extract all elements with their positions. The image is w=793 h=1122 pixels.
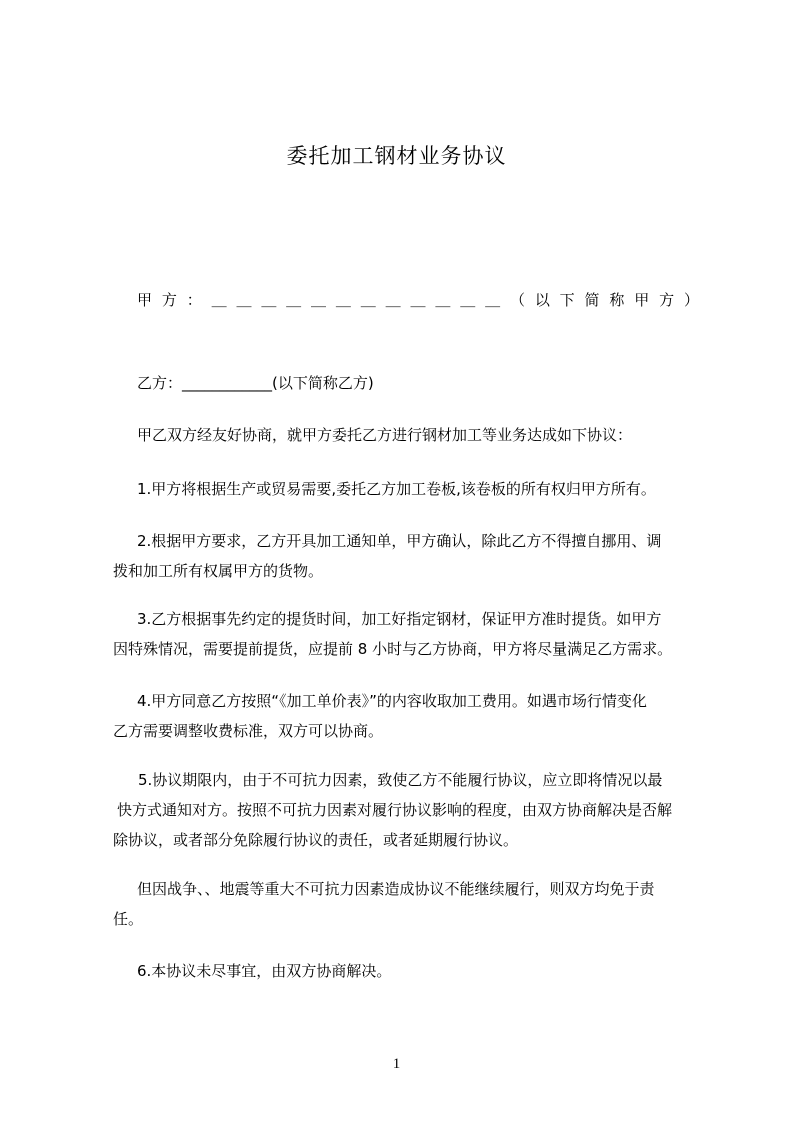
- party-a-line: 甲 方 ： ＿ ＿ ＿ ＿ ＿ ＿ ＿ ＿ ＿ ＿ ＿ ＿ （ 以 下 简 称 甲 方 ）: [137, 291, 699, 309]
- force-majeure-paragraph: [113, 874, 655, 934]
- party-b-line: 乙方：____________(以下简称乙方): [137, 374, 374, 392]
- clause-3-line-1: 3.乙方根据事先约定的提货时间，加工好指定钢材，保证甲方准时提货。如甲方: [137, 610, 662, 628]
- clause-5-line-2: 快方式通知对方。按照不可抗力因素对履行协议影响的程度，由双方协商解决是否解: [117, 801, 673, 819]
- clause-4: [113, 686, 647, 746]
- clause-3-line-2: 因特殊情况，需要提前提货，应提前 8 小时与乙方协商，甲方将尽量满足乙方需求。: [113, 640, 673, 658]
- clause-6-text: 6.本协议未尽事宜，由双方协商解决。: [137, 962, 392, 980]
- clause-6: [137, 956, 391, 986]
- clause-5-line-3: 除协议，或者部分免除履行协议的责任，或者延期履行协议。: [113, 831, 519, 849]
- clause-2: [113, 526, 699, 586]
- clause-3: [113, 604, 672, 664]
- page-number: 1: [392, 1056, 401, 1072]
- clause-2-line-2: 拨和加工所有权属甲方的货物。: [113, 562, 324, 580]
- force-majeure-line-1: 但因战争、、地震等重大不可抗力因素造成协议不能继续履行，则双方均免于责: [137, 880, 655, 898]
- clause-4-line-1: 4.甲方同意乙方按照“《加工单价表》”的内容收取加工费用。如遇市场行情变化: [137, 692, 647, 710]
- force-majeure-line-2: 任。: [113, 910, 144, 928]
- clause-1-text: 1.甲方将根据生产或贸易需要,委托乙方加工卷板,该卷板的所有权归甲方所有。: [137, 480, 656, 498]
- intro-text: 甲乙双方经友好协商，就甲方委托乙方进行钢材加工等业务达成如下协议：: [137, 426, 633, 444]
- document-title: 委托加工钢材业务协议: [286, 144, 507, 168]
- clause-5: [113, 765, 672, 855]
- intro-paragraph: [137, 420, 632, 450]
- clause-5-line-1: 5.协议期限内，由于不可抗力因素，致使乙方不能履行协议，应立即将情况以最: [138, 771, 663, 789]
- clause-1: [137, 474, 656, 504]
- clause-2-line-1: 2.根据甲方要求，乙方开具加工通知单，甲方确认，除此乙方不得擅自挪用、调: [137, 532, 662, 550]
- clause-4-line-2: 乙方需要调整收费标准，双方可以协商。: [113, 722, 384, 740]
